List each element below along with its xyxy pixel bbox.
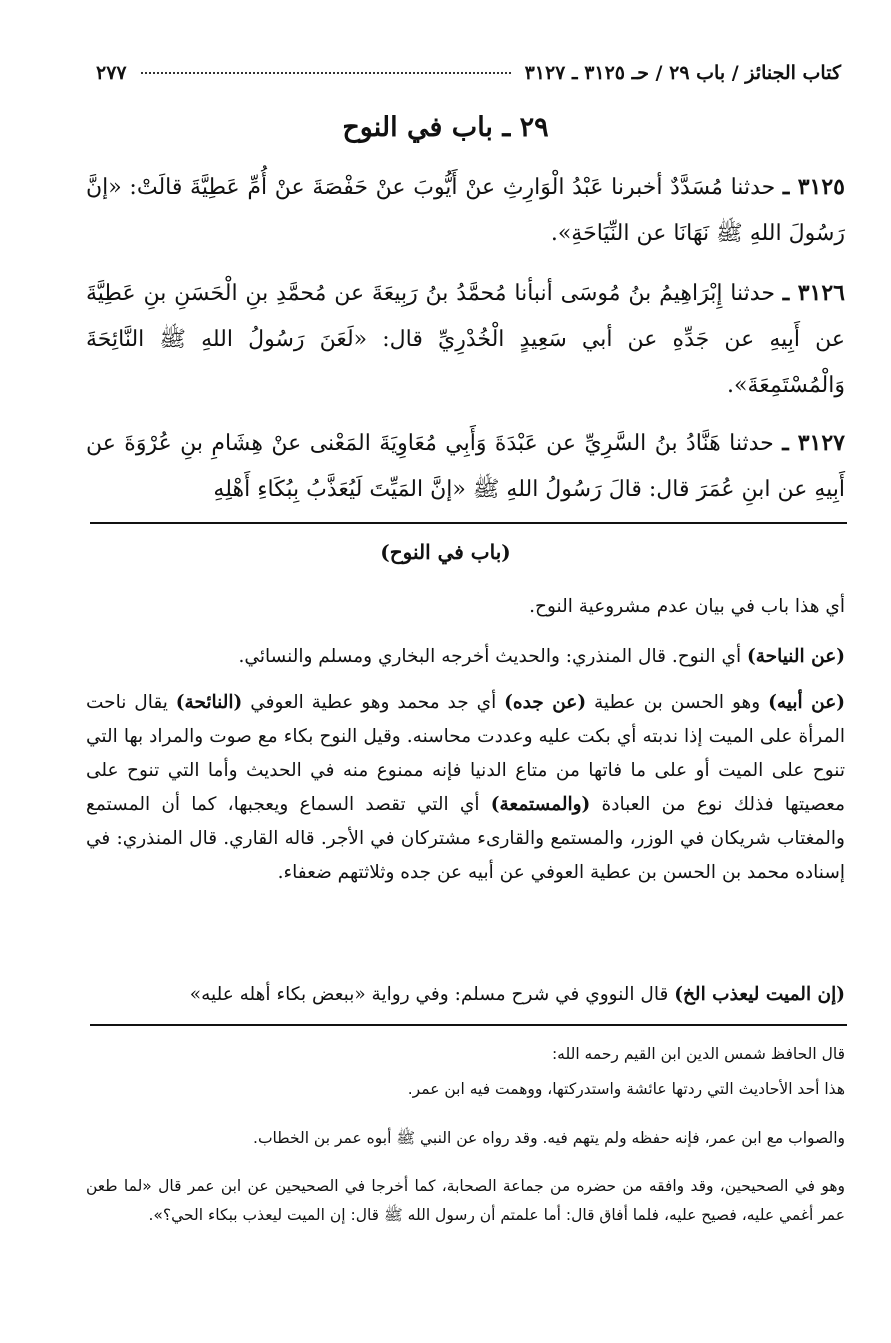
footnote-divider [90,1024,847,1026]
commentary-text: أي جد محمد وهو عطية العوفي [242,692,505,713]
commentary-text: أي التي تقصد السماع ويعجبها، كما أن المستمع والمغتاب شريكان في الوزر، والمستمع والقارىء مشتركان في الأجر. قاله القاري. قال المنذري: في إسناده محمد بن الحسن بن عطية العوفي عن أبيه عن جده وثلاثتهم ضعفاء. [86,794,845,883]
lemma: (إن الميت ليعذب الخ) [674,984,845,1005]
dotted-leader [141,72,511,74]
hadith-text: حدثنا مُسَدَّدٌ أخبرنا عَبْدُ الْوَارِثِ عنْ أَيُّوبَ عنْ حَفْصَةَ عنْ أُمِّ عَطِيَّةَ قالَتْ: «إنَّ رَسُولَ اللهِ ﷺ نَهَانَا عن النِّيَاحَةِ». [86,175,845,246]
commentary-text: أي النوح. قال المنذري: والحديث أخرجه البخاري ومسلم والنسائي. [238,646,747,667]
lemma: (النائحة) [175,692,243,713]
divider-rule [90,522,847,524]
hadith-text: حدثنا هَنَّادُ بنُ السَّرِيِّ عن عَبْدَةَ وَأَبِي مُعَاوِيَةَ المَعْنى عنْ هِشَامِ بنِ عُرْوَةَ عن أَبِيهِ عن ابنِ عُمَرَ قال: قالَ رَسُولُ اللهِ ﷺ «إنَّ المَيِّتَ لَيُعَذَّبُ بِبُكَاءِ أَهْلِهِ [86,431,845,502]
lemma: (عن أبيه) [768,692,845,713]
hadith-text: حدثنا إِبْرَاهِيمُ بنُ مُوسَى أنبأنا مُحمَّدُ بنُ رَبِيعَةَ عن مُحمَّدِ بنِ الْحَسَنِ بنِ عَطِيَّةَ عن أَبِيهِ عن جَدِّهِ عن أبي سَعِيدٍ الْخُدْرِيِّ قال: «لَعَنَ رَسُولُ اللهِ ﷺ النَّائِحَةَ وَالْمُسْتَمِعَةَ». [86,281,845,398]
commentary-text: يقال ناحت المرأة على الميت إذا ندبته أي بكت عليه وعددت محاسنه. وقيل النوح بكاء مع صوت والمراد بها التي تنوح على الميت أو على ما فاتها من متاع الدنيا فإنه ممنوع منه في الحديث وأما التي تنوح على معصيتها فذلك نوع من العبادة [86,692,845,815]
hadith-number: ٣١٢٦ ـ [782,280,845,306]
commentary-para-1 [86,590,845,624]
footnote-line-4: وهو في الصحيحين، وقد وافقه من حضره من جماعة الصحابة، كما أخرجا في الصحيحين عن ابن عمر قال «لما طعن عمر أغمي عليه، فصيح عليه، فلما أفاق قال: أما علمتم أن رسول الله ﷺ قال: إن الميت ليعذب ببكاء الحي؟». [86,1177,845,1224]
hadith-3125 [86,164,845,257]
commentary-title: (باب في النوح) [380,540,511,564]
footnote-line-1: قال الحافظ شمس الدين ابن القيم رحمه الله: [551,1045,845,1063]
lemma: (عن النياحة) [746,646,845,667]
lemma: (عن جده) [504,692,587,713]
chapter-title: ٢٩ ـ باب في النوح [342,112,549,143]
commentary-para-2 [86,640,845,674]
commentary-text: وهو الحسن بن عطية [586,692,769,713]
hadith-3127 [86,420,845,513]
commentary-text: أي هذا باب في بيان عدم مشروعية النوح. [529,596,845,617]
hadith-number: ٣١٢٧ ـ [782,430,845,456]
commentary-text: قال النووي في شرح مسلم: وفي رواية «ببعض بكاء أهله عليه» [189,984,675,1005]
header-section: كتاب الجنائز / باب ٢٩ / حـ ٣١٢٥ ـ ٣١٢٧ [524,62,841,84]
hadith-3126 [86,270,845,409]
footnote-line-2: هذا أحد الأحاديث التي ردتها عائشة واستدركتها، ووهمت فيه ابن عمر. [407,1080,845,1098]
footnote-line-3: والصواب مع ابن عمر، فإنه حفظه ولم يتهم فيه. وقد رواه عن النبي ﷺ أبوه عمر بن الخطاب. [253,1129,845,1147]
commentary-para-3 [86,686,845,890]
lemma: (والمستمعة) [490,794,591,815]
hadith-number: ٣١٢٥ ـ [782,174,845,200]
page-number: ٢٧٧ [96,62,127,84]
running-header [96,58,841,88]
commentary-para-4 [86,978,845,1012]
